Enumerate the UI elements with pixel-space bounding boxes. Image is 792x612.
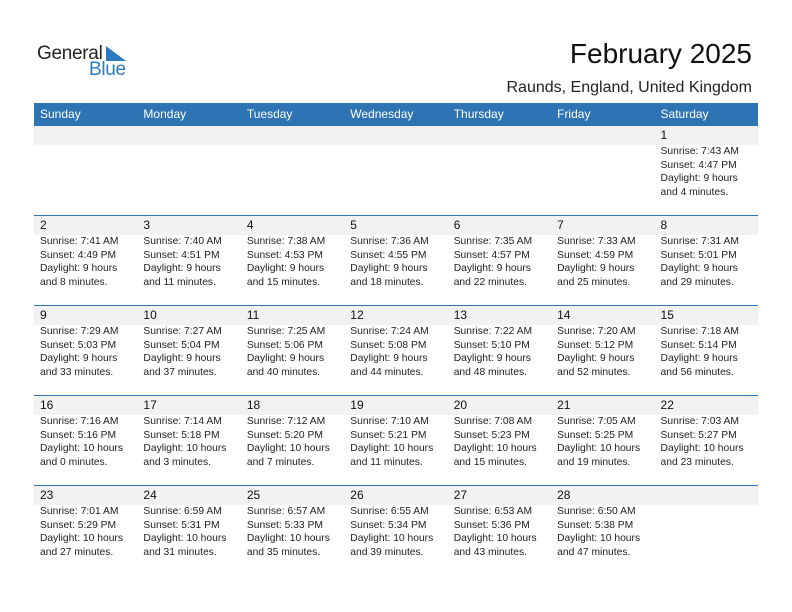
day-number: 17 <box>143 398 157 412</box>
daylight-text: Daylight: 10 hours <box>660 443 744 454</box>
daylight-text: Daylight: 10 hours <box>40 533 123 544</box>
day-number-row <box>34 216 758 235</box>
day-cell <box>137 415 240 469</box>
minutes-text: and 33 minutes. <box>40 366 114 378</box>
sunset-text: Sunset: 5:33 PM <box>246 519 323 531</box>
minutes-text: and 52 minutes. <box>557 366 631 378</box>
minutes-text: and 4 minutes. <box>660 186 729 198</box>
sunrise-text: Sunrise: 6:59 AM <box>143 506 222 517</box>
daylight-text: Daylight: 9 hours <box>453 263 531 274</box>
daylight-text: Daylight: 9 hours <box>350 263 428 274</box>
calendar-week <box>34 485 758 575</box>
sunrise-text: Sunrise: 7:36 AM <box>350 236 429 247</box>
day-cell <box>34 235 137 289</box>
day-number: 12 <box>350 308 364 322</box>
day-cell <box>344 505 447 559</box>
sunset-text: Sunset: 5:20 PM <box>246 429 323 441</box>
sunrise-text: Sunrise: 6:53 AM <box>453 506 533 517</box>
daylight-text: Daylight: 10 hours <box>557 533 641 544</box>
day-number: 5 <box>350 218 357 232</box>
day-number: 18 <box>246 398 261 412</box>
day-number <box>34 126 137 145</box>
minutes-text: and 18 minutes. <box>350 276 424 288</box>
sunrise-text: Sunrise: 7:01 AM <box>40 506 119 517</box>
day-number <box>551 126 654 145</box>
day-cell <box>448 415 551 469</box>
sunset-text: Sunset: 5:29 PM <box>40 519 117 531</box>
sunset-text: Sunset: 5:21 PM <box>350 429 427 441</box>
day-info-row <box>34 415 758 469</box>
day-info-row <box>34 505 758 559</box>
minutes-text: and 31 minutes. <box>143 546 217 558</box>
sunset-text: Sunset: 5:04 PM <box>143 339 220 351</box>
sunrise-text: Sunrise: 7:08 AM <box>453 416 533 427</box>
daylight-text: Daylight: 10 hours <box>557 443 641 454</box>
sunrise-text: Sunrise: 7:24 AM <box>350 326 429 337</box>
day-info-row <box>34 235 758 289</box>
sunrise-text: Sunrise: 7:43 AM <box>660 146 739 157</box>
day-number <box>241 126 344 145</box>
sunrise-text: Sunrise: 7:33 AM <box>557 236 636 247</box>
sunset-text: Sunset: 4:51 PM <box>143 249 220 261</box>
sunset-text: Sunset: 4:49 PM <box>40 249 117 261</box>
sunrise-text: Sunrise: 7:22 AM <box>453 326 533 337</box>
calendar <box>34 103 758 575</box>
sunset-text: Sunset: 5:25 PM <box>557 429 634 441</box>
sunrise-text: Sunrise: 7:12 AM <box>246 416 326 427</box>
sunset-text: Sunset: 5:03 PM <box>40 339 117 351</box>
minutes-text: and 48 minutes. <box>453 366 527 378</box>
day-number: 3 <box>143 218 151 232</box>
day-cell <box>551 325 654 379</box>
sunset-text: Sunset: 5:08 PM <box>350 339 427 351</box>
day-cell <box>34 145 137 199</box>
day-cell <box>344 235 447 289</box>
daylight-text: Daylight: 10 hours <box>246 443 330 454</box>
sunset-text: Sunset: 5:01 PM <box>660 249 737 261</box>
sunset-text: Sunset: 5:27 PM <box>660 429 737 441</box>
day-number: 24 <box>143 488 157 502</box>
minutes-text: and 11 minutes. <box>350 456 423 468</box>
sunrise-text: Sunrise: 7:10 AM <box>350 416 429 427</box>
sunrise-text: Sunrise: 7:27 AM <box>143 326 222 337</box>
day-cell <box>551 415 654 469</box>
day-cell <box>344 415 447 469</box>
minutes-text: and 15 minutes. <box>453 456 527 468</box>
minutes-text: and 19 minutes. <box>557 456 631 468</box>
minutes-text: and 37 minutes. <box>143 366 217 378</box>
sunset-text: Sunset: 5:12 PM <box>557 339 634 351</box>
day-number <box>344 126 447 145</box>
day-number: 4 <box>246 218 254 232</box>
daylight-text: Daylight: 10 hours <box>453 533 537 544</box>
calendar-week <box>34 215 758 305</box>
minutes-text: and 35 minutes. <box>246 546 321 558</box>
daylight-text: Daylight: 9 hours <box>143 263 221 274</box>
day-number: 28 <box>557 488 571 502</box>
daylight-text: Daylight: 9 hours <box>660 173 738 184</box>
sunrise-text: Sunrise: 7:14 AM <box>143 416 222 427</box>
weekday-sunday: Sunday <box>40 107 81 121</box>
minutes-text: and 11 minutes. <box>143 276 216 288</box>
day-number-row <box>34 306 758 325</box>
sunset-text: Sunset: 5:14 PM <box>660 339 737 351</box>
logo <box>37 43 137 83</box>
weekday-monday: Monday <box>143 107 187 121</box>
day-number <box>655 486 758 505</box>
sunrise-text: Sunrise: 7:29 AM <box>40 326 119 337</box>
daylight-text: Daylight: 10 hours <box>350 533 434 544</box>
sunset-text: Sunset: 4:53 PM <box>246 249 323 261</box>
sunrise-text: Sunrise: 7:03 AM <box>660 416 739 427</box>
day-number <box>137 126 240 145</box>
day-cell <box>655 325 758 379</box>
minutes-text: and 43 minutes. <box>453 546 527 558</box>
day-number: 27 <box>453 488 468 502</box>
day-cell <box>551 145 654 199</box>
day-number-row <box>34 396 758 415</box>
logo-blue-text: Blue <box>89 59 126 80</box>
minutes-text: and 27 minutes. <box>40 546 114 558</box>
day-cell <box>241 415 344 469</box>
day-number: 1 <box>660 128 668 142</box>
minutes-text: and 44 minutes. <box>350 366 424 378</box>
minutes-text: and 56 minutes. <box>660 366 734 378</box>
weekday-thursday: Thursday <box>453 107 504 121</box>
day-number-row <box>34 126 758 145</box>
sunset-text: Sunset: 4:57 PM <box>453 249 530 261</box>
sunrise-text: Sunrise: 7:05 AM <box>557 416 636 427</box>
daylight-text: Daylight: 10 hours <box>143 533 227 544</box>
day-cell <box>34 415 137 469</box>
day-number: 25 <box>246 488 261 502</box>
sunrise-text: Sunrise: 6:55 AM <box>350 506 429 517</box>
sunrise-text: Sunrise: 7:41 AM <box>40 236 119 247</box>
day-cell <box>241 325 344 379</box>
day-number-row <box>34 486 758 505</box>
minutes-text: and 0 minutes. <box>40 456 108 468</box>
daylight-text: Daylight: 9 hours <box>40 353 118 364</box>
day-number: 7 <box>557 218 564 232</box>
minutes-text: and 15 minutes. <box>246 276 321 288</box>
minutes-text: and 23 minutes. <box>660 456 734 468</box>
day-number: 26 <box>350 488 364 502</box>
sunset-text: Sunset: 4:47 PM <box>660 159 737 171</box>
minutes-text: and 29 minutes. <box>660 276 734 288</box>
sunrise-text: Sunrise: 7:20 AM <box>557 326 636 337</box>
day-cell <box>551 505 654 559</box>
sunset-text: Sunset: 4:59 PM <box>557 249 634 261</box>
minutes-text: and 7 minutes. <box>246 456 315 468</box>
sunset-text: Sunset: 5:23 PM <box>453 429 530 441</box>
sunrise-text: Sunrise: 7:35 AM <box>453 236 533 247</box>
minutes-text: and 8 minutes. <box>40 276 108 288</box>
logo-general-text: General <box>37 43 103 64</box>
sunrise-text: Sunrise: 7:16 AM <box>40 416 119 427</box>
day-cell <box>551 235 654 289</box>
minutes-text: and 47 minutes. <box>557 546 631 558</box>
daylight-text: Daylight: 9 hours <box>143 353 221 364</box>
minutes-text: and 40 minutes. <box>246 366 321 378</box>
day-number: 6 <box>453 218 461 232</box>
sunrise-text: Sunrise: 6:50 AM <box>557 506 636 517</box>
sunrise-text: Sunrise: 6:57 AM <box>246 506 326 517</box>
sunrise-text: Sunrise: 7:38 AM <box>246 236 326 247</box>
sunrise-text: Sunrise: 7:40 AM <box>143 236 222 247</box>
day-number: 21 <box>557 398 571 412</box>
day-info-row <box>34 145 758 199</box>
day-cell <box>448 505 551 559</box>
day-number: 16 <box>40 398 54 412</box>
day-cell <box>34 505 137 559</box>
day-cell <box>137 235 240 289</box>
sunrise-text: Sunrise: 7:25 AM <box>246 326 326 337</box>
daylight-text: Daylight: 9 hours <box>246 353 325 364</box>
day-number: 15 <box>660 308 674 322</box>
day-number: 22 <box>660 398 674 412</box>
daylight-text: Daylight: 9 hours <box>557 263 635 274</box>
minutes-text: and 22 minutes. <box>453 276 527 288</box>
day-number: 10 <box>143 308 157 322</box>
location-subtitle: Raunds, England, United Kingdom <box>506 79 752 96</box>
day-cell <box>655 145 758 199</box>
day-number: 23 <box>40 488 54 502</box>
day-cell <box>448 145 551 199</box>
daylight-text: Daylight: 10 hours <box>246 533 330 544</box>
day-cell <box>137 325 240 379</box>
weekday-saturday: Saturday <box>660 107 709 121</box>
daylight-text: Daylight: 9 hours <box>350 353 428 364</box>
sunrise-text: Sunrise: 7:31 AM <box>660 236 739 247</box>
day-number: 2 <box>40 218 47 232</box>
day-number: 9 <box>40 308 47 322</box>
day-number: 14 <box>557 308 571 322</box>
day-cell <box>34 325 137 379</box>
sunset-text: Sunset: 5:36 PM <box>453 519 530 531</box>
weekday-header <box>34 103 758 126</box>
daylight-text: Daylight: 9 hours <box>40 263 118 274</box>
calendar-week <box>34 395 758 485</box>
day-cell <box>655 415 758 469</box>
page-title: February 2025 <box>569 38 752 69</box>
day-number: 8 <box>660 218 668 232</box>
weekday-wednesday: Wednesday <box>350 107 414 121</box>
day-cell <box>344 325 447 379</box>
day-number: 13 <box>453 308 468 322</box>
calendar-week <box>34 305 758 395</box>
day-cell <box>448 235 551 289</box>
day-number: 19 <box>350 398 364 412</box>
sunset-text: Sunset: 5:16 PM <box>40 429 117 441</box>
daylight-text: Daylight: 9 hours <box>660 353 738 364</box>
sunset-text: Sunset: 5:34 PM <box>350 519 427 531</box>
day-cell <box>655 505 758 559</box>
daylight-text: Daylight: 10 hours <box>453 443 537 454</box>
daylight-text: Daylight: 10 hours <box>143 443 227 454</box>
day-cell <box>241 505 344 559</box>
day-cell <box>344 145 447 199</box>
day-cell <box>448 325 551 379</box>
calendar-week <box>34 126 758 215</box>
sunset-text: Sunset: 5:31 PM <box>143 519 220 531</box>
day-info-row <box>34 325 758 379</box>
daylight-text: Daylight: 9 hours <box>453 353 531 364</box>
weekday-tuesday: Tuesday <box>246 107 293 121</box>
day-cell <box>241 235 344 289</box>
daylight-text: Daylight: 9 hours <box>660 263 738 274</box>
day-number: 20 <box>453 398 468 412</box>
day-number: 11 <box>246 308 260 322</box>
minutes-text: and 39 minutes. <box>350 546 424 558</box>
sunset-text: Sunset: 4:55 PM <box>350 249 427 261</box>
day-cell <box>655 235 758 289</box>
sunset-text: Sunset: 5:10 PM <box>453 339 530 351</box>
day-number <box>448 126 551 145</box>
sunset-text: Sunset: 5:18 PM <box>143 429 220 441</box>
day-cell <box>137 505 240 559</box>
day-cell <box>241 145 344 199</box>
daylight-text: Daylight: 9 hours <box>246 263 325 274</box>
minutes-text: and 3 minutes. <box>143 456 211 468</box>
minutes-text: and 25 minutes. <box>557 276 631 288</box>
daylight-text: Daylight: 10 hours <box>40 443 123 454</box>
day-cell <box>137 145 240 199</box>
sunset-text: Sunset: 5:38 PM <box>557 519 634 531</box>
daylight-text: Daylight: 10 hours <box>350 443 434 454</box>
sunset-text: Sunset: 5:06 PM <box>246 339 323 351</box>
sunrise-text: Sunrise: 7:18 AM <box>660 326 739 337</box>
daylight-text: Daylight: 9 hours <box>557 353 635 364</box>
weekday-friday: Friday <box>557 107 591 121</box>
